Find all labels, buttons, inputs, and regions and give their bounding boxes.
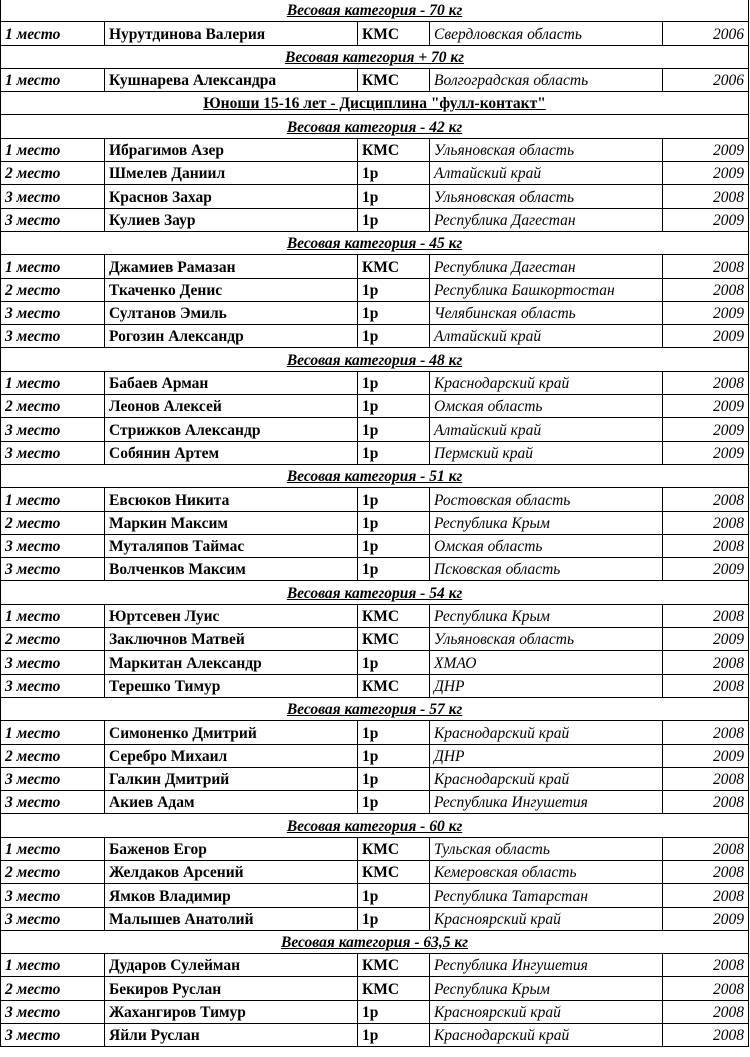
- region-cell: Ростовская область: [430, 488, 663, 511]
- result-row: [1, 371, 749, 394]
- athlete-name-cell: Бабаев Арман: [105, 371, 358, 394]
- weight-category-heading: Весовая категория - 45 кг: [1, 231, 749, 254]
- athlete-name-cell: Баженов Егор: [105, 837, 358, 860]
- birth-year-cell: 2008: [663, 534, 749, 557]
- rank-cell: 1р: [358, 208, 430, 231]
- place-cell: 3 место: [1, 301, 105, 324]
- result-row: [1, 418, 749, 441]
- rank-cell: 1р: [358, 395, 430, 418]
- region-cell: Кемеровская область: [430, 860, 663, 883]
- rank-cell: 1р: [358, 744, 430, 767]
- region-cell: ДНР: [430, 674, 663, 697]
- region-cell: Краснодарский край: [430, 721, 663, 744]
- rank-cell: 1р: [358, 1000, 430, 1023]
- athlete-name-cell: Малышев Анатолий: [105, 907, 358, 930]
- birth-year-cell: 2009: [663, 395, 749, 418]
- region-cell: Тульская область: [430, 837, 663, 860]
- weight-category-row: [1, 0, 749, 22]
- rank-cell: КМС: [358, 977, 430, 1000]
- birth-year-cell: 2009: [663, 744, 749, 767]
- athlete-name-cell: Желдаков Арсений: [105, 860, 358, 883]
- place-cell: 3 место: [1, 767, 105, 790]
- place-cell: 1 место: [1, 68, 105, 91]
- rank-cell: КМС: [358, 22, 430, 45]
- birth-year-cell: 2008: [663, 954, 749, 977]
- result-row: [1, 884, 749, 907]
- athlete-name-cell: Муталяпов Таймас: [105, 534, 358, 557]
- rank-cell: КМС: [358, 138, 430, 161]
- rank-cell: 1р: [358, 162, 430, 185]
- region-cell: ХМАО: [430, 651, 663, 674]
- athlete-name-cell: Дударов Сулейман: [105, 954, 358, 977]
- weight-category-heading: Весовая категория - 51 кг: [1, 464, 749, 487]
- rank-cell: 1р: [358, 558, 430, 581]
- birth-year-cell: 2006: [663, 22, 749, 45]
- result-row: [1, 604, 749, 627]
- result-row: [1, 255, 749, 278]
- region-cell: Республика Крым: [430, 977, 663, 1000]
- athlete-name-cell: Маркин Максим: [105, 511, 358, 534]
- rank-cell: КМС: [358, 255, 430, 278]
- rank-cell: КМС: [358, 954, 430, 977]
- region-cell: Красноярский край: [430, 1000, 663, 1023]
- athlete-name-cell: Стрижков Александр: [105, 418, 358, 441]
- athlete-name-cell: Симоненко Дмитрий: [105, 721, 358, 744]
- athlete-name-cell: Заключнов Матвей: [105, 628, 358, 651]
- birth-year-cell: 2008: [663, 837, 749, 860]
- weight-category-row: [1, 45, 749, 68]
- weight-category-heading: Весовая категория - 54 кг: [1, 581, 749, 604]
- region-cell: Краснодарский край: [430, 1024, 663, 1047]
- region-cell: Ульяновская область: [430, 628, 663, 651]
- rank-cell: 1р: [358, 651, 430, 674]
- weight-category-heading: Весовая категория - 42 кг: [1, 115, 749, 138]
- result-row: [1, 767, 749, 790]
- rank-cell: КМС: [358, 628, 430, 651]
- region-cell: Псковская область: [430, 558, 663, 581]
- result-row: [1, 954, 749, 977]
- division-heading: Юноши 15-16 лет - Дисциплина "фулл-контакт": [1, 92, 749, 115]
- region-cell: Республика Крым: [430, 604, 663, 627]
- result-row: [1, 208, 749, 231]
- birth-year-cell: 2008: [663, 860, 749, 883]
- birth-year-cell: 2009: [663, 301, 749, 324]
- result-row: [1, 488, 749, 511]
- birth-year-cell: 2008: [663, 488, 749, 511]
- region-cell: Республика Татарстан: [430, 884, 663, 907]
- region-cell: Алтайский край: [430, 418, 663, 441]
- rank-cell: КМС: [358, 674, 430, 697]
- weight-category-row: [1, 348, 749, 371]
- athlete-name-cell: Шмелев Даниил: [105, 162, 358, 185]
- athlete-name-cell: Ткаченко Денис: [105, 278, 358, 301]
- birth-year-cell: 2008: [663, 651, 749, 674]
- weight-category-heading: Весовая категория + 70 кг: [1, 45, 749, 68]
- rank-cell: 1р: [358, 278, 430, 301]
- weight-category-row: [1, 464, 749, 487]
- rank-cell: КМС: [358, 604, 430, 627]
- athlete-name-cell: Султанов Эмиль: [105, 301, 358, 324]
- athlete-name-cell: Волченков Максим: [105, 558, 358, 581]
- rank-cell: 1р: [358, 511, 430, 534]
- place-cell: 1 место: [1, 488, 105, 511]
- region-cell: Республика Ингушетия: [430, 954, 663, 977]
- birth-year-cell: 2008: [663, 185, 749, 208]
- place-cell: 2 место: [1, 162, 105, 185]
- rank-cell: 1р: [358, 488, 430, 511]
- rank-cell: 1р: [358, 1024, 430, 1047]
- region-cell: Краснодарский край: [430, 767, 663, 790]
- birth-year-cell: 2008: [663, 1000, 749, 1023]
- result-row: [1, 22, 749, 45]
- place-cell: 1 место: [1, 721, 105, 744]
- birth-year-cell: 2009: [663, 628, 749, 651]
- region-cell: Ульяновская область: [430, 138, 663, 161]
- birth-year-cell: 2008: [663, 674, 749, 697]
- result-row: [1, 278, 749, 301]
- athlete-name-cell: Яйли Руслан: [105, 1024, 358, 1047]
- region-cell: Красноярский край: [430, 907, 663, 930]
- result-row: [1, 628, 749, 651]
- athlete-name-cell: Маркитан Александр: [105, 651, 358, 674]
- region-cell: Волгоградская область: [430, 68, 663, 91]
- rank-cell: КМС: [358, 837, 430, 860]
- place-cell: 3 место: [1, 1000, 105, 1023]
- athlete-name-cell: Терешко Тимур: [105, 674, 358, 697]
- birth-year-cell: 2009: [663, 208, 749, 231]
- birth-year-cell: 2008: [663, 255, 749, 278]
- region-cell: Пермский край: [430, 441, 663, 464]
- birth-year-cell: 2009: [663, 325, 749, 348]
- place-cell: 3 место: [1, 534, 105, 557]
- birth-year-cell: 2008: [663, 371, 749, 394]
- place-cell: 3 место: [1, 558, 105, 581]
- result-row: [1, 1024, 749, 1047]
- rank-cell: 1р: [358, 371, 430, 394]
- birth-year-cell: 2008: [663, 721, 749, 744]
- place-cell: 1 место: [1, 604, 105, 627]
- athlete-name-cell: Рогозин Александр: [105, 325, 358, 348]
- region-cell: Омская область: [430, 534, 663, 557]
- result-row: [1, 558, 749, 581]
- result-row: [1, 325, 749, 348]
- rank-cell: 1р: [358, 441, 430, 464]
- result-row: [1, 907, 749, 930]
- athlete-name-cell: Джамиев Рамазан: [105, 255, 358, 278]
- weight-category-row: [1, 231, 749, 254]
- region-cell: Омская область: [430, 395, 663, 418]
- rank-cell: 1р: [358, 907, 430, 930]
- rank-cell: 1р: [358, 721, 430, 744]
- place-cell: 1 место: [1, 954, 105, 977]
- place-cell: 1 место: [1, 22, 105, 45]
- place-cell: 3 место: [1, 651, 105, 674]
- place-cell: 1 место: [1, 371, 105, 394]
- place-cell: 1 место: [1, 837, 105, 860]
- birth-year-cell: 2009: [663, 138, 749, 161]
- place-cell: 3 место: [1, 907, 105, 930]
- results-table-body: [1, 0, 749, 1047]
- birth-year-cell: 2008: [663, 511, 749, 534]
- place-cell: 3 место: [1, 325, 105, 348]
- result-row: [1, 721, 749, 744]
- weight-category-heading: Весовая категория - 57 кг: [1, 697, 749, 720]
- region-cell: Республика Башкортостан: [430, 278, 663, 301]
- result-row: [1, 185, 749, 208]
- region-cell: Республика Ингушетия: [430, 791, 663, 814]
- result-row: [1, 441, 749, 464]
- rank-cell: 1р: [358, 767, 430, 790]
- result-row: [1, 68, 749, 91]
- result-row: [1, 977, 749, 1000]
- region-cell: Республика Дагестан: [430, 208, 663, 231]
- athlete-name-cell: Ибрагимов Азер: [105, 138, 358, 161]
- birth-year-cell: 2008: [663, 1024, 749, 1047]
- weight-category-row: [1, 581, 749, 604]
- place-cell: 2 место: [1, 860, 105, 883]
- place-cell: 3 место: [1, 441, 105, 464]
- result-row: [1, 162, 749, 185]
- weight-category-heading: Весовая категория - 63,5 кг: [1, 930, 749, 953]
- result-row: [1, 651, 749, 674]
- result-row: [1, 301, 749, 324]
- weight-category-heading: Весовая категория - 60 кг: [1, 814, 749, 837]
- birth-year-cell: 2009: [663, 418, 749, 441]
- place-cell: 1 место: [1, 255, 105, 278]
- birth-year-cell: 2008: [663, 791, 749, 814]
- result-row: [1, 837, 749, 860]
- place-cell: 3 место: [1, 1024, 105, 1047]
- weight-category-row: [1, 814, 749, 837]
- result-row: [1, 395, 749, 418]
- result-row: [1, 1000, 749, 1023]
- result-row: [1, 534, 749, 557]
- birth-year-cell: 2009: [663, 441, 749, 464]
- athlete-name-cell: Акиев Адам: [105, 791, 358, 814]
- athlete-name-cell: Кушнарева Александра: [105, 68, 358, 91]
- athlete-name-cell: Галкин Дмитрий: [105, 767, 358, 790]
- result-row: [1, 744, 749, 767]
- athlete-name-cell: Ямков Владимир: [105, 884, 358, 907]
- athlete-name-cell: Краснов Захар: [105, 185, 358, 208]
- athlete-name-cell: Юртсевен Луис: [105, 604, 358, 627]
- birth-year-cell: 2008: [663, 278, 749, 301]
- rank-cell: КМС: [358, 860, 430, 883]
- place-cell: 1 место: [1, 138, 105, 161]
- birth-year-cell: 2008: [663, 767, 749, 790]
- region-cell: Краснодарский край: [430, 371, 663, 394]
- place-cell: 3 место: [1, 185, 105, 208]
- place-cell: 2 место: [1, 278, 105, 301]
- result-row: [1, 791, 749, 814]
- athlete-name-cell: Нурутдинова Валерия: [105, 22, 358, 45]
- region-cell: Алтайский край: [430, 162, 663, 185]
- region-cell: Алтайский край: [430, 325, 663, 348]
- region-cell: Республика Крым: [430, 511, 663, 534]
- place-cell: 3 место: [1, 208, 105, 231]
- athlete-name-cell: Кулиев Заур: [105, 208, 358, 231]
- birth-year-cell: 2006: [663, 68, 749, 91]
- birth-year-cell: 2008: [663, 604, 749, 627]
- athlete-name-cell: Собянин Артем: [105, 441, 358, 464]
- birth-year-cell: 2009: [663, 907, 749, 930]
- rank-cell: 1р: [358, 185, 430, 208]
- birth-year-cell: 2008: [663, 977, 749, 1000]
- weight-category-heading: Весовая категория - 70 кг: [1, 0, 749, 22]
- weight-category-heading: Весовая категория - 48 кг: [1, 348, 749, 371]
- rank-cell: 1р: [358, 301, 430, 324]
- rank-cell: 1р: [358, 418, 430, 441]
- athlete-name-cell: Жахангиров Тимур: [105, 1000, 358, 1023]
- athlete-name-cell: Евсюков Никита: [105, 488, 358, 511]
- weight-category-row: [1, 115, 749, 138]
- place-cell: 3 место: [1, 884, 105, 907]
- result-row: [1, 138, 749, 161]
- region-cell: ДНР: [430, 744, 663, 767]
- athlete-name-cell: Бекиров Руслан: [105, 977, 358, 1000]
- place-cell: 2 место: [1, 977, 105, 1000]
- birth-year-cell: 2009: [663, 162, 749, 185]
- place-cell: 2 место: [1, 511, 105, 534]
- place-cell: 3 место: [1, 791, 105, 814]
- region-cell: Ульяновская область: [430, 185, 663, 208]
- region-cell: Свердловская область: [430, 22, 663, 45]
- result-row: [1, 860, 749, 883]
- division-row: [1, 92, 749, 115]
- place-cell: 2 место: [1, 744, 105, 767]
- athlete-name-cell: Леонов Алексей: [105, 395, 358, 418]
- birth-year-cell: 2009: [663, 558, 749, 581]
- place-cell: 3 место: [1, 674, 105, 697]
- place-cell: 3 место: [1, 418, 105, 441]
- rank-cell: 1р: [358, 325, 430, 348]
- region-cell: Челябинская область: [430, 301, 663, 324]
- rank-cell: КМС: [358, 68, 430, 91]
- weight-category-row: [1, 930, 749, 953]
- result-row: [1, 511, 749, 534]
- rank-cell: 1р: [358, 884, 430, 907]
- place-cell: 2 место: [1, 628, 105, 651]
- place-cell: 2 место: [1, 395, 105, 418]
- weight-category-row: [1, 697, 749, 720]
- region-cell: Республика Дагестан: [430, 255, 663, 278]
- birth-year-cell: 2008: [663, 884, 749, 907]
- rank-cell: 1р: [358, 791, 430, 814]
- athlete-name-cell: Серебро Михаил: [105, 744, 358, 767]
- rank-cell: 1р: [358, 534, 430, 557]
- result-row: [1, 674, 749, 697]
